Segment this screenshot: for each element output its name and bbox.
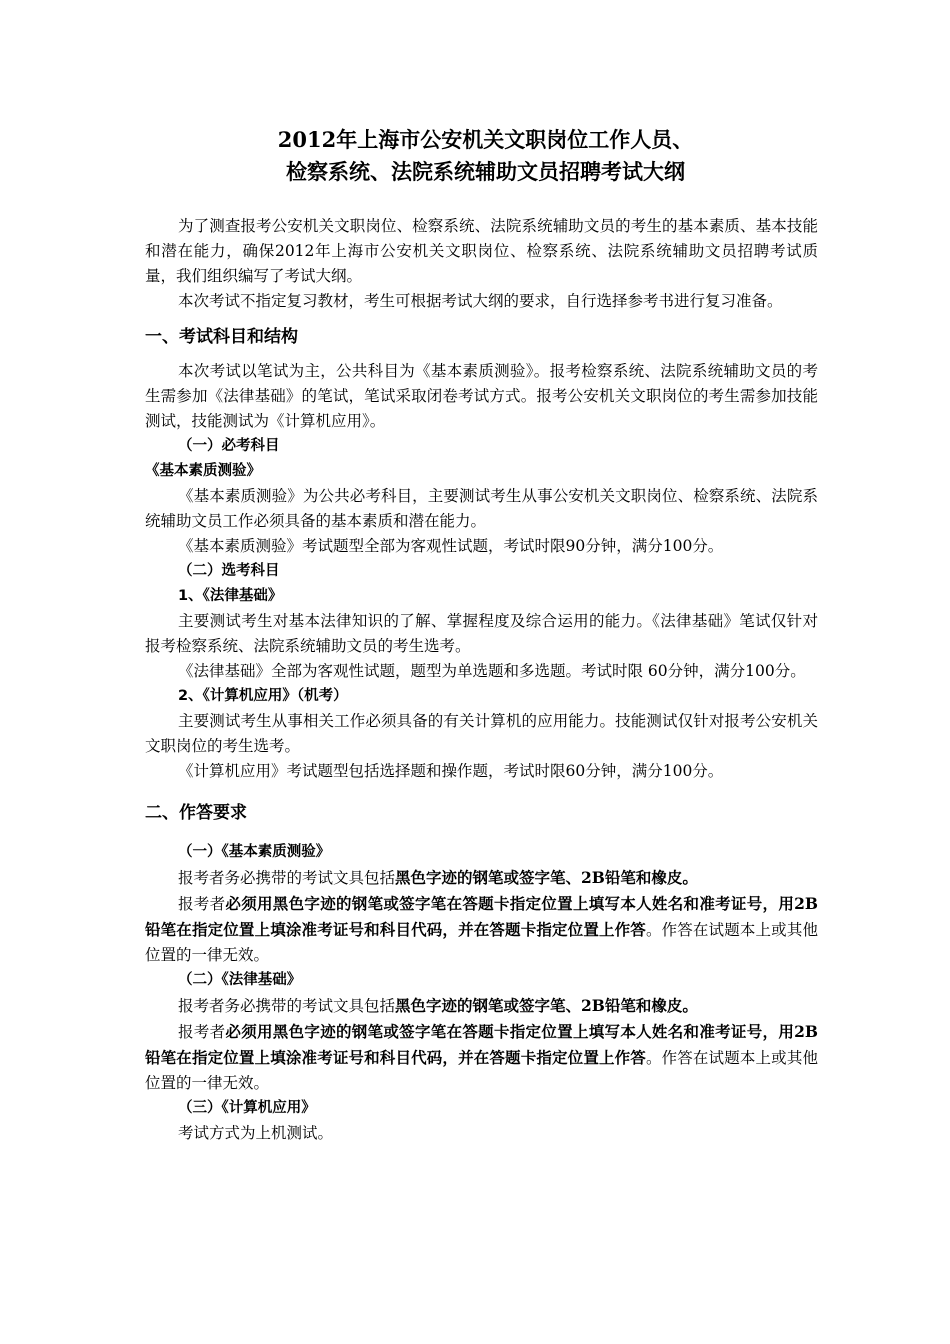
answer-basic-rule-suffix: 。作答在试题本上或其他位置的一律无效。 [145, 921, 818, 964]
required-subjects-heading: （一）必考科目 [178, 438, 280, 454]
answer-basic-tools-prefix: 报考者务必携带的考试文具包括 [178, 869, 396, 887]
answer-law-rule-suffix: 。作答在试题本上或其他位置的一律无效。 [145, 1049, 818, 1092]
answer-basic-rule-bold: 必须用黑色字迹的钢笔或签字笔在答题卡指定位置上填写本人姓名和准考证号，用2B铅笔在指定位置上填涂准考证号和科目代码，并在答题卡指定位置上作答 [145, 894, 818, 939]
title-line-1: 2012年上海市公安机关文职岗位工作人员、 [277, 127, 694, 152]
computer-subject-heading: 2、《计算机应用》（机考） [178, 688, 348, 704]
answer-law-heading: （二）《法律基础》 [178, 972, 302, 988]
law-paragraph-2: 《法律基础》全部为客观性试题，题型为单选题和多选题。考试时限 60分钟，满分100分。 [178, 662, 806, 680]
law-subject-heading: 1、《法律基础》 [178, 588, 283, 604]
answer-computer-paragraph: 考试方式为上机测试。 [178, 1124, 334, 1142]
answer-law-rule-prefix: 报考者 [178, 1023, 226, 1041]
answer-law-rule [145, 1019, 818, 1096]
computer-paragraph-1: 主要测试考生从事相关工作必须具备的有关计算机的应用能力。技能测试仅针对报考公安机关文职岗位的考生选考。 [145, 712, 818, 755]
law-paragraph-1: 主要测试考生对基本法律知识的了解、掌握程度及综合运用的能力。《法律基础》笔试仅针对报考检察系统、法院系统辅助文员的考生选考。 [145, 612, 818, 655]
section-1-heading: 一、考试科目和结构 [145, 327, 298, 347]
answer-basic-rule [145, 891, 818, 968]
section-2-heading: 二、作答要求 [145, 803, 247, 823]
section-1-paragraph: 本次考试以笔试为主，公共科目为《基本素质测验》。报考检察系统、法院系统辅助文员的考生需参加《法律基础》的笔试，笔试采取闭卷考试方式。报考公安机关文职岗位的考生需参加技能测试，技能测试为《计算机应用》。 [145, 362, 818, 430]
basic-quality-paragraph-1: 《基本素质测验》为公共必考科目，主要测试考生从事公安机关文职岗位、检察系统、法院系统辅助文员工作必须具备的基本素质和潜在能力。 [145, 487, 818, 530]
answer-law-tools-prefix: 报考者务必携带的考试文具包括 [178, 997, 396, 1015]
intro-paragraph-2: 本次考试不指定复习教材，考生可根据考试大纲的要求，自行选择参考书进行复习准备。 [178, 292, 783, 310]
title-line-2: 检察系统、法院系统辅助文员招聘考试大纲 [286, 159, 685, 184]
answer-basic-tools-bold: 黑色字迹的钢笔或签字笔、2B铅笔和橡皮。 [395, 868, 698, 887]
intro-paragraph-1: 为了测查报考公安机关文职岗位、检察系统、法院系统辅助文员的考生的基本素质、基本技能和潜在能力，确保2012年上海市公安机关文职岗位、检察系统、法院系统辅助文员招聘考试质量，我们组织编写了考试大纲。 [145, 217, 818, 285]
document-title [145, 124, 818, 188]
answer-law-tools-bold: 黑色字迹的钢笔或签字笔、2B铅笔和橡皮。 [395, 996, 698, 1015]
answer-basic-rule-prefix: 报考者 [178, 895, 226, 913]
answer-basic-tools [145, 865, 818, 891]
basic-quality-subject-title: 《基本素质测验》 [145, 463, 261, 479]
elective-subjects-heading: （二）选考科目 [178, 563, 280, 579]
answer-law-rule-bold: 必须用黑色字迹的钢笔或签字笔在答题卡指定位置上填写本人姓名和准考证号，用2B铅笔在指定位置上填涂准考证号和科目代码，并在答题卡指定位置上作答 [145, 1022, 818, 1067]
answer-computer-heading: （三）《计算机应用》 [178, 1100, 316, 1116]
answer-law-tools [145, 993, 818, 1019]
computer-paragraph-2: 《计算机应用》考试题型包括选择题和操作题，考试时限60分钟，满分100分。 [178, 762, 724, 780]
basic-quality-paragraph-2: 《基本素质测验》考试题型全部为客观性试题，考试时限90分钟，满分100分。 [178, 537, 724, 555]
answer-basic-heading: （一）《基本素质测验》 [178, 844, 331, 860]
